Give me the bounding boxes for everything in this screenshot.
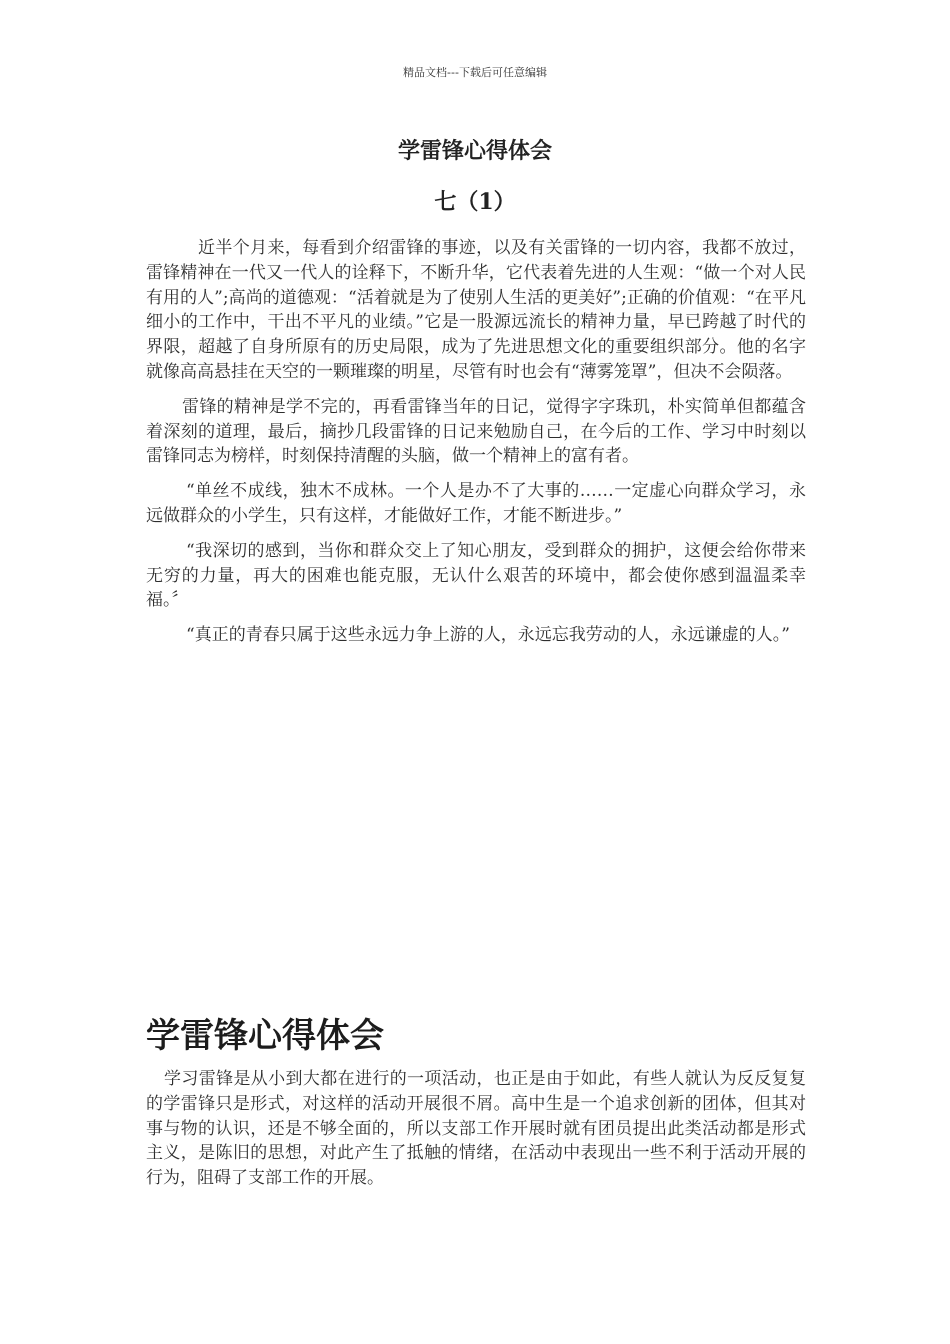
document-subtitle: 七（1） — [434, 189, 516, 215]
paragraph: 雷锋的精神是学不完的，再看雷锋当年的日记，觉得字字珠玑，朴实简单但都蕴含着深刻的道理，最后，摘抄几段雷锋的日记来勉励自己，在今后的工作、学习中时刻以雷锋同志为榜样，时刻保持清醒的头脑，做一个精神上的富有者。 — [146, 396, 806, 467]
document-title: 学雷锋心得体会 — [397, 139, 552, 164]
section2-body — [146, 1067, 806, 1201]
quote-paragraph: “单丝不成线，独木不成林。一个人是办不了大事的……一定虚心向群众学习，永远做群众的小学生，只有这样，才能做好工作，才能不断进步。” — [146, 481, 806, 526]
quote-paragraph: “我深切的感到，当你和群众交上了知心朋友，受到群众的拥护，这便会给你带来无穷的力量，再大的困难也能克服，无认什么艰苦的环境中，都会使你感到温温柔幸福。〞 — [146, 540, 806, 611]
paragraph: 近半个月来，每看到介绍雷锋的事迹，以及有关雷锋的一切内容，我都不放过，雷锋精神在一代又一代人的诠释下，不断升华，它代表着先进的人生观：“做一个对人民有用的人”;高尚的道德观：“活着就是为了使别人生活的更美好”;正确的价值观：“在平凡细小的工作中，干出不平凡的业绩。”它是一股源远流长的精神力量，早已跨越了时代的界限，超越了自身所原有的历史局限，成为了先进思想文化的重要组织部分。他的名字就像高高悬挂在天空的一颗璀璨的明星，尽管有时也会有“薄雾笼罩”，但决不会陨落。 — [146, 238, 806, 382]
paragraph: 学习雷锋是从小到大都在进行的一项活动，也正是由于如此，有些人就认为反反复复的学雷锋只是形式，对这样的活动开展很不屑。高中生是一个追求创新的团体，但其对事与物的认识，还是不够全面的，所以支部工作开展时就有团员提出此类活动都是形式主义，是陈旧的思想，对此产生了抵触的情绪，在活动中表现出一些不利于活动开展的行为，阻碍了支部工作的开展。 — [146, 1069, 806, 1189]
quote-paragraph: “真正的青春只属于这些永远力争上游的人，永远忘我劳动的人，永远谦虚的人。” — [186, 625, 790, 646]
page-header: 精品文档---下载后可任意编辑 — [403, 66, 547, 79]
section1-body — [146, 236, 806, 658]
section2-title: 学雷锋心得体会 — [146, 1016, 384, 1056]
